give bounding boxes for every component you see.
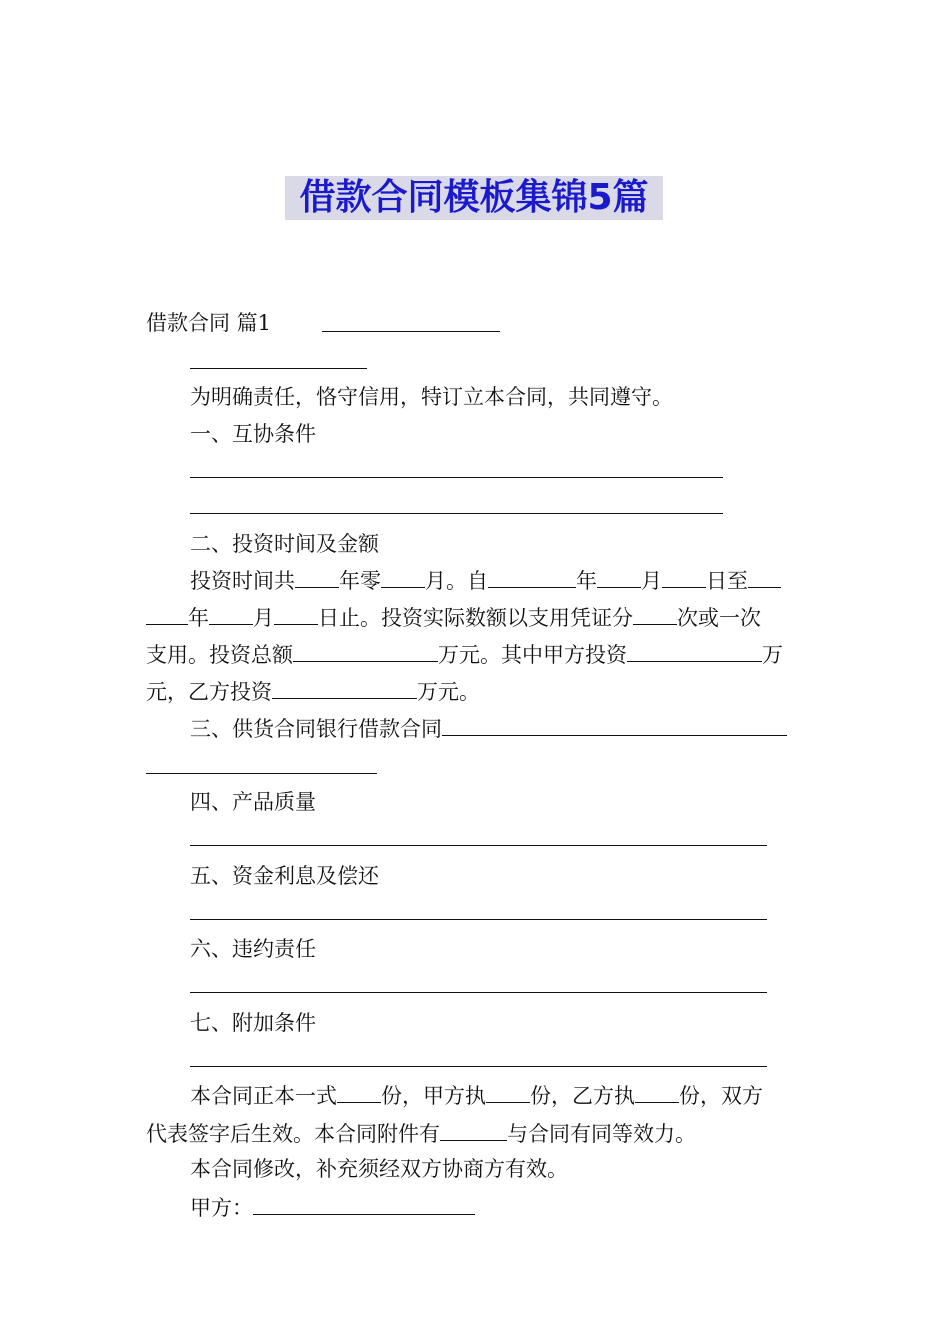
text-segment: 与合同有同等效力。 (507, 1122, 696, 1146)
text-segment: 月。自 (425, 569, 488, 593)
text-segment: 年 (576, 569, 597, 593)
clause-5-heading: 五、资金利息及偿还 (190, 864, 379, 888)
clause-4-heading: 四、产品质量 (190, 790, 316, 814)
text-segment: 年 (188, 606, 209, 630)
text-segment: 本合同正本一式 (190, 1084, 337, 1108)
section-heading (146, 311, 271, 335)
clause-6-blank (190, 992, 767, 993)
text-segment: 月 (641, 569, 662, 593)
heading-blank-1 (322, 331, 500, 332)
blank-field (272, 678, 417, 699)
party-a-signature-blank (253, 1194, 475, 1215)
blank-field (293, 641, 438, 662)
clause-2-line-2 (146, 604, 761, 630)
text-segment: 投资时间共 (190, 569, 295, 593)
blank-field (442, 715, 787, 736)
clause-4-blank (190, 845, 767, 846)
blank-field (627, 641, 762, 662)
blank-field (597, 567, 641, 588)
blank-field (146, 604, 188, 625)
blank-field (748, 567, 781, 588)
text-segment: 份，甲方执 (381, 1084, 486, 1108)
text-segment: 月 (253, 606, 274, 630)
clause-2-heading: 二、投资时间及金额 (190, 532, 379, 556)
text-segment: 代表签字后生效。本合同附件有 (146, 1122, 440, 1146)
clause-5-blank (190, 919, 767, 920)
document-title: 借款合同模板集锦5篇 (285, 176, 663, 220)
party-a-line (190, 1194, 475, 1220)
blank-field (381, 567, 425, 588)
blank-field (440, 1120, 507, 1141)
clause-3-heading (190, 715, 787, 741)
text-segment: 三、供货合同银行借款合同 (190, 717, 442, 741)
blank-field (274, 604, 318, 625)
clause-2-line-1 (190, 567, 781, 593)
copies-line-2 (146, 1120, 696, 1146)
party-a-label: 甲方： (190, 1196, 253, 1220)
blank-field (337, 1082, 381, 1103)
blank-field (633, 604, 677, 625)
clause-7-blank (190, 1066, 767, 1067)
amendment-paragraph: 本合同修改，补充须经双方协商方有效。 (190, 1157, 568, 1181)
text-segment: 日止。投资实际数额以支用凭证分 (318, 606, 633, 630)
section-heading-text: 借款合同 篇1 (146, 311, 272, 335)
text-segment: 日至 (706, 569, 748, 593)
blank-field (488, 567, 576, 588)
text-segment: 万元。其中甲方投资 (438, 643, 627, 667)
clause-1-blank-1 (190, 477, 723, 478)
text-segment: 元，乙方投资 (146, 680, 272, 704)
blank-field (486, 1082, 530, 1103)
clause-7-heading: 七、附加条件 (190, 1011, 316, 1035)
clause-1-heading: 一、互协条件 (190, 422, 316, 446)
clause-1-blank-2 (190, 513, 723, 514)
blank-field (295, 567, 339, 588)
text-segment: 次或一次 (677, 606, 761, 630)
copies-line-1 (190, 1082, 763, 1108)
blank-field (635, 1082, 679, 1103)
text-segment: 支用。投资总额 (146, 643, 293, 667)
clause-2-line-4 (146, 678, 480, 704)
text-segment: 万元。 (417, 680, 480, 704)
clause-2-line-3 (146, 641, 783, 667)
blank-field (662, 567, 706, 588)
blank-field (209, 604, 253, 625)
clause-6-heading: 六、违约责任 (190, 937, 316, 961)
heading-blank-2 (190, 368, 367, 369)
text-segment: 份，乙方执 (530, 1084, 635, 1108)
text-segment: 万 (762, 643, 783, 667)
text-segment: 年零 (339, 569, 381, 593)
intro-paragraph: 为明确责任，恪守信用，特订立本合同，共同遵守。 (190, 385, 673, 409)
clause-3-blank-2 (146, 773, 377, 774)
text-segment: 份，双方 (679, 1084, 763, 1108)
